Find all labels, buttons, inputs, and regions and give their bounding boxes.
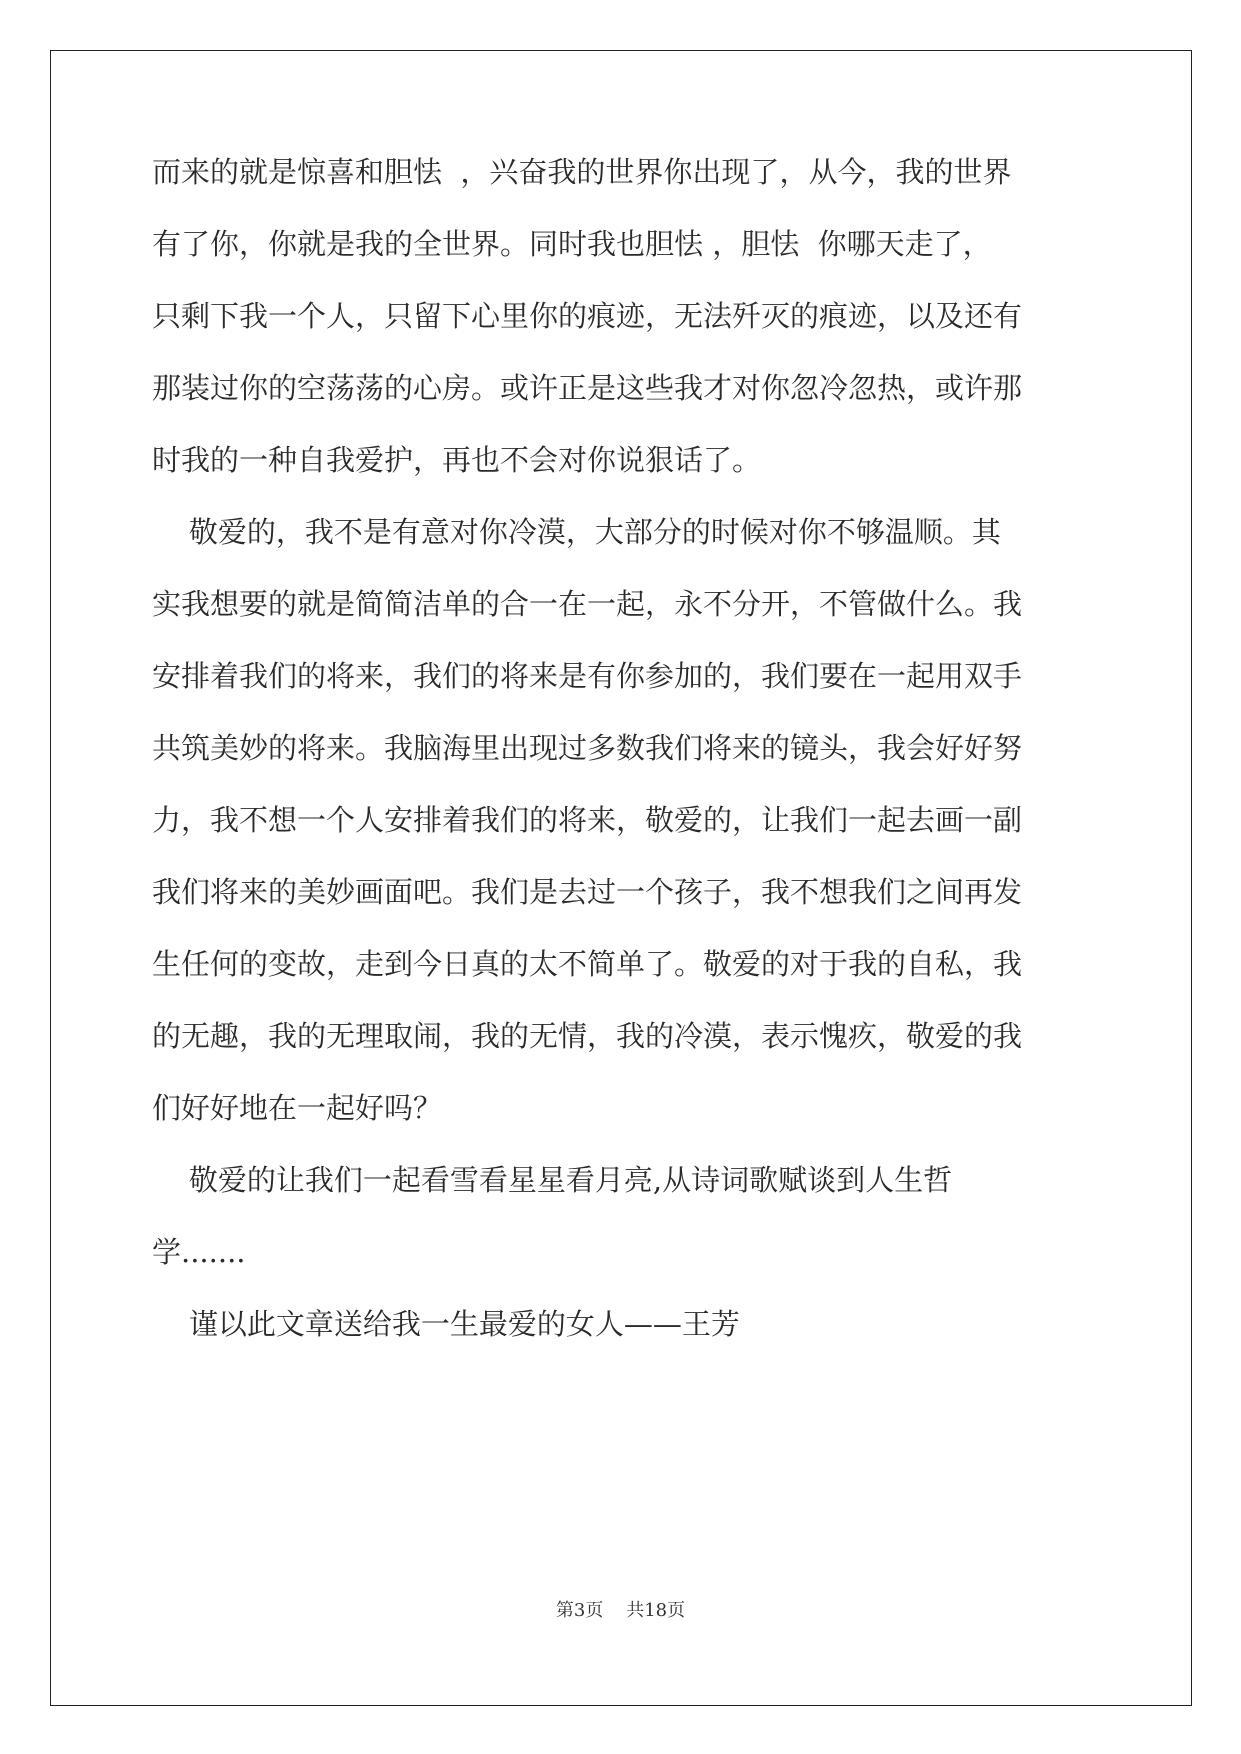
text-line: 学.......	[152, 1235, 246, 1269]
text-line: 力，我不想一个人安排着我们的将来，敬爱的，让我们一起去画一副	[152, 803, 1023, 837]
text-line: 敬爱的让我们一起看雪看星星看月亮,从诗词歌赋谈到人生哲	[152, 1163, 953, 1197]
text-line: 有了你，你就是我的全世界。同时我也胆怯 ，胆怯 你哪天走了，	[152, 227, 992, 261]
text-line: 的无趣，我的无理取闹，我的无情，我的冷漠，表示愧疚，敬爱的我	[152, 1019, 1023, 1053]
dedication-line: 谨以此文章送给我一生最爱的女人——王芳	[152, 1307, 740, 1341]
text-line: 时我的一种自我爱护，再也不会对你说狠话了。	[152, 443, 762, 477]
text-line: 我们将来的美妙画面吧。我们是去过一个孩子，我不想我们之间再发	[152, 875, 1023, 909]
text-line: 敬爱的，我不是有意对你冷漠，大部分的时候对你不够温顺。其	[152, 515, 1001, 549]
page-number: 第3页 共18页	[555, 1600, 686, 1621]
text-line: 安排着我们的将来，我们的将来是有你参加的，我们要在一起用双手	[152, 659, 1023, 693]
text-line: 那装过你的空荡荡的心房。或许正是这些我才对你忽冷忽热，或许那	[152, 371, 1023, 405]
text-line: 共筑美妙的将来。我脑海里出现过多数我们将来的镜头，我会好好努	[152, 731, 1023, 765]
text-line: 们好好地在一起好吗？	[152, 1091, 443, 1125]
text-line: 只剩下我一个人，只留下心里你的痕迹，无法歼灭的痕迹，以及还有	[152, 299, 1023, 333]
text-line: 而来的就是惊喜和胆怯 ，兴奋我的世界你出现了，从今，我的世界	[152, 155, 1012, 189]
text-line: 实我想要的就是简简洁单的合一在一起，永不分开，不管做什么。我	[152, 587, 1023, 621]
text-line: 生任何的变故，走到今日真的太不简单了。敬爱的对于我的自私，我	[152, 947, 1023, 981]
